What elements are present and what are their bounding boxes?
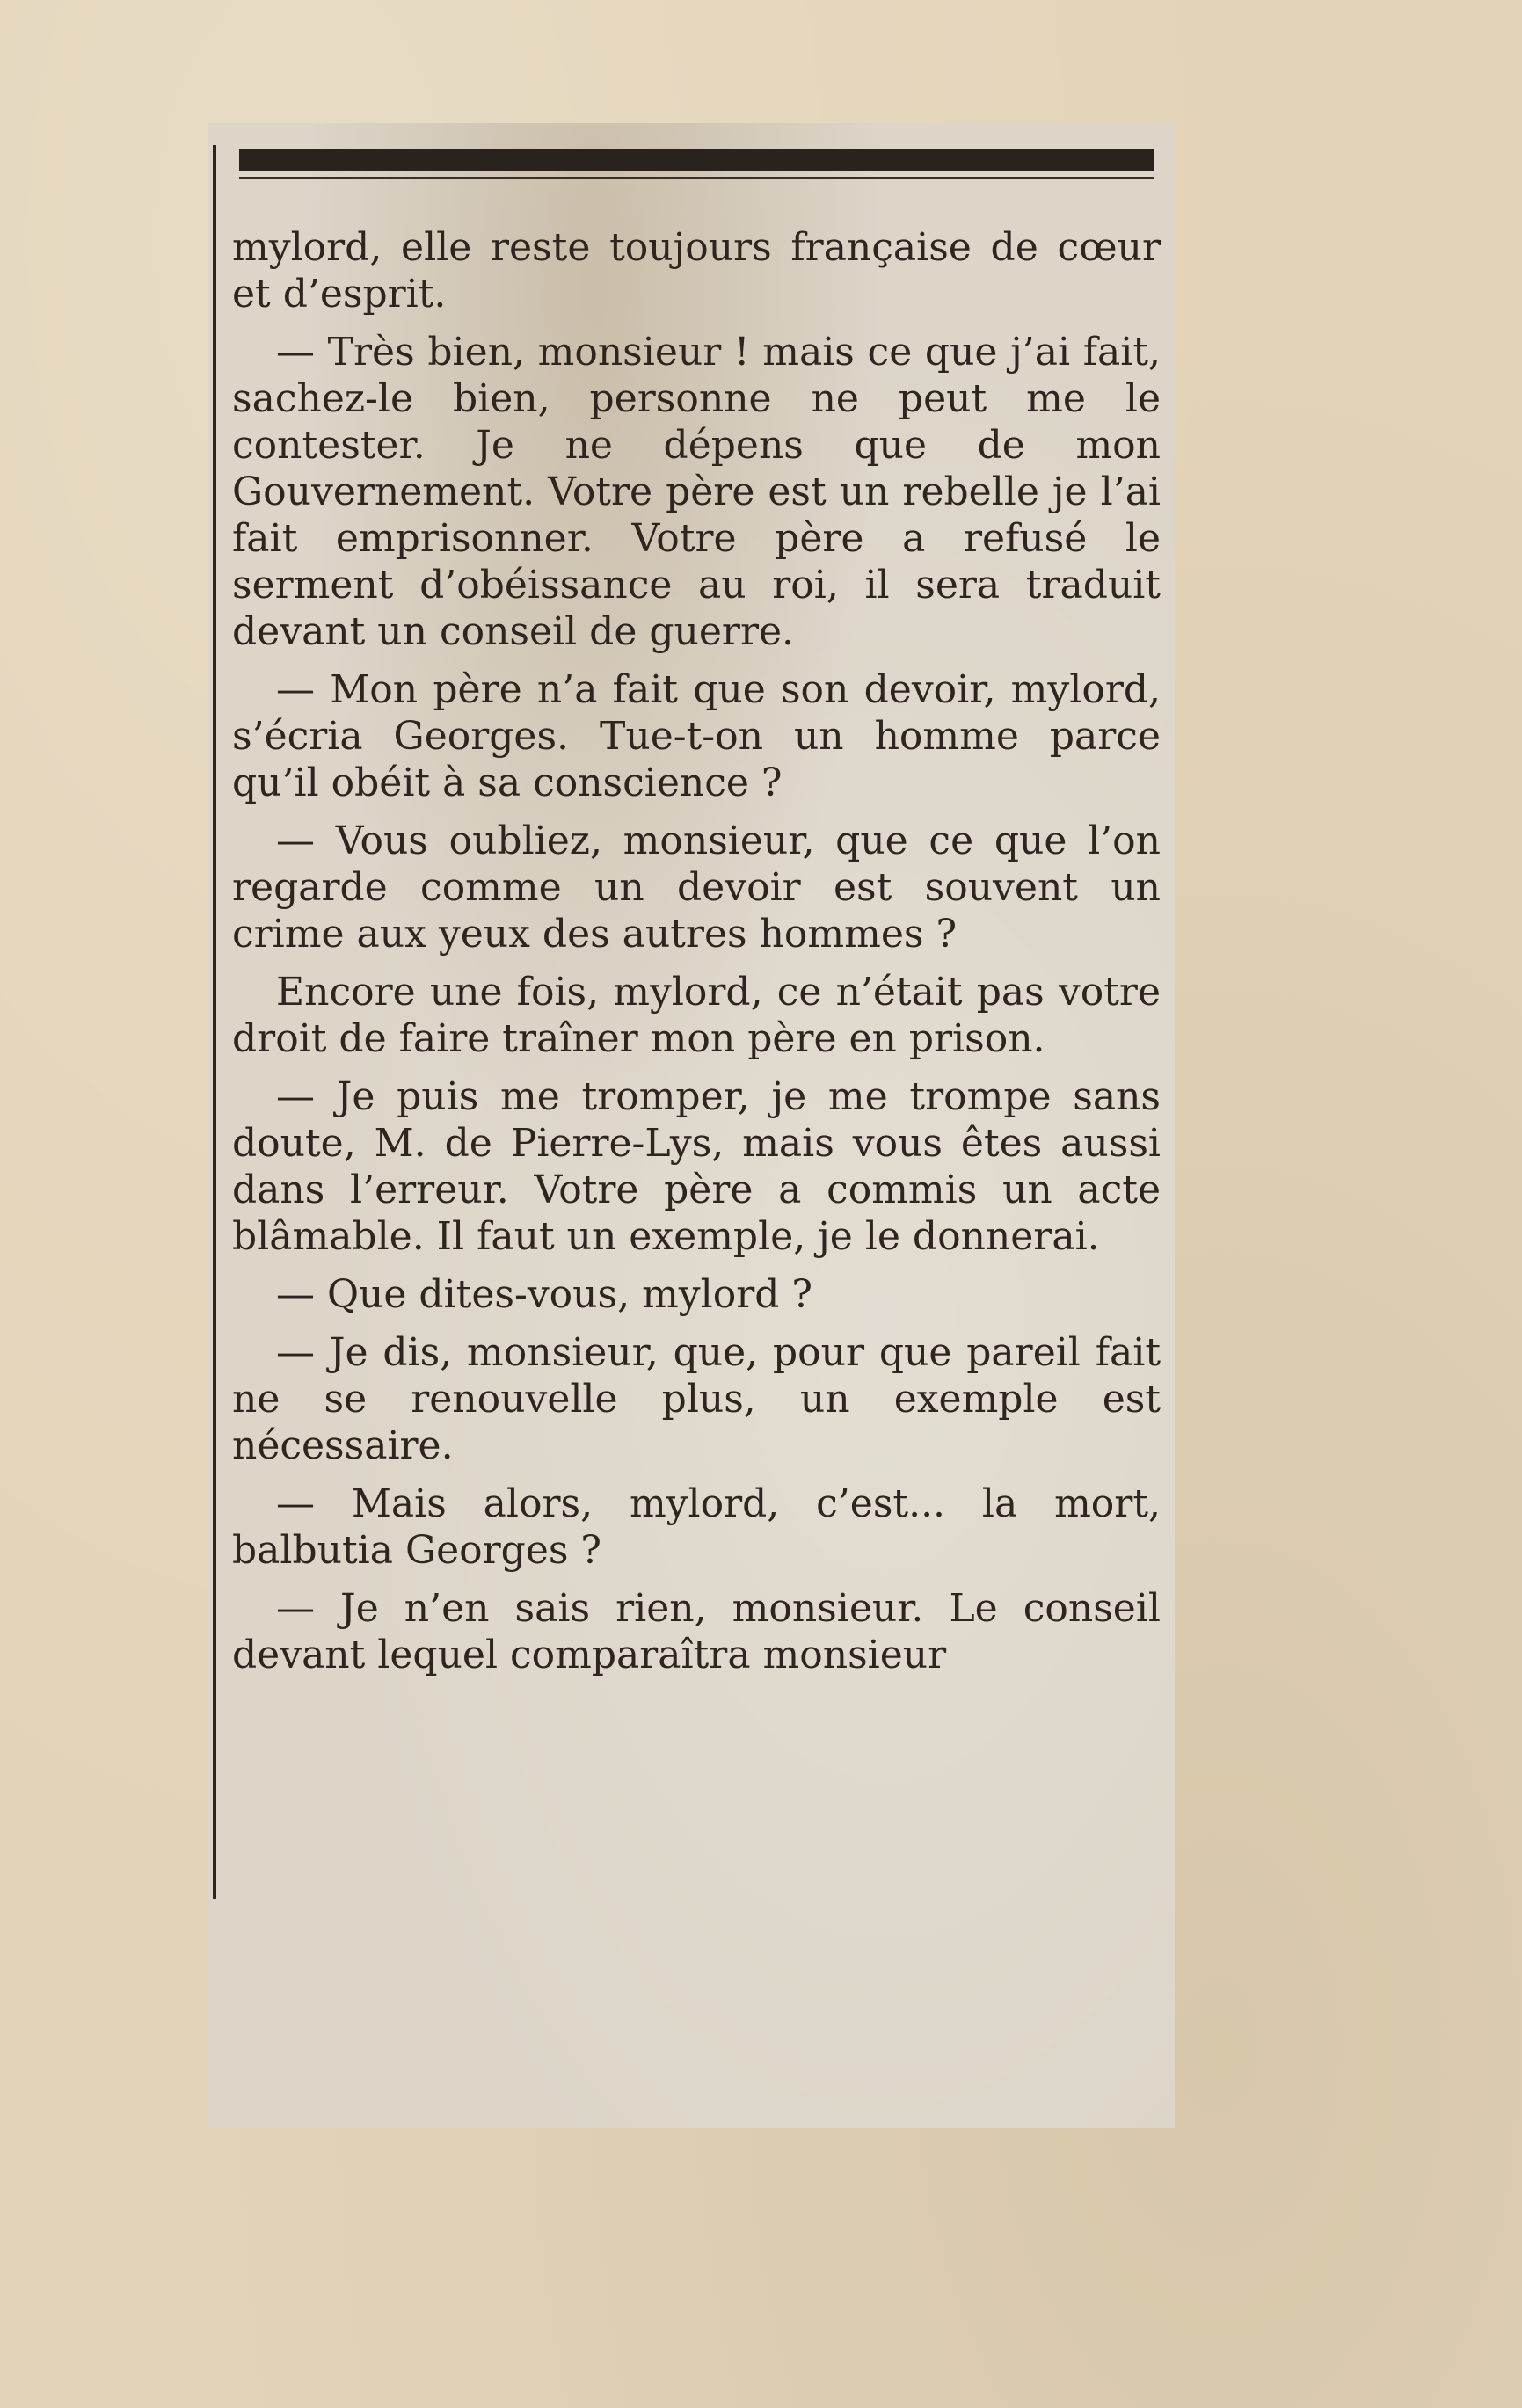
paragraph-5: Encore une fois, mylord, ce n’était pas votre droit de faire traîner mon père en prison. [232, 970, 1161, 1061]
paragraph-1: mylord, elle reste toujours française de cœur et d’esprit. [232, 225, 1161, 316]
paragraph-6: — Je puis me tromper, je me trompe sans doute, M. de Pierre-Lys, mais vous êtes aussi dans l’erreur. Votre père a commis un acte blâmable. Il faut un exemple, je le donnerai. [232, 1074, 1161, 1259]
paragraph-10: — Je n’en sais rien, monsieur. Le conseil devant lequel comparaîtra monsieur [232, 1586, 1161, 1677]
paragraph-8: — Je dis, monsieur, que, pour que pareil fait ne se renouvelle plus, un exemple est nécessaire. [232, 1330, 1161, 1468]
paragraph-2: — Très bien, monsieur ! mais ce que j’ai fait, sachez-le bien, personne ne peut me le contester. Je ne dépens que de mon Gouvernement. Votre père est un rebelle je l’ai fait emprisonner. Votre père a refusé le serment d’obéissance au roi, il sera traduit devant un conseil de guerre. [232, 330, 1161, 654]
column-rule-left [213, 145, 216, 1899]
paragraph-9: — Mais alors, mylord, c’est... la mort, balbutia Georges ? [232, 1481, 1161, 1573]
header-rule-thin [239, 177, 1154, 179]
paragraph-3: — Mon père n’a fait que son devoir, mylord, s’écria Georges. Tue-t-on un homme parce qu’il obéit à sa conscience ? [232, 667, 1161, 805]
paragraph-7: — Que dites-vous, mylord ? [276, 1272, 812, 1317]
header-rule-thick [239, 149, 1154, 171]
article-column [232, 224, 1161, 1690]
paragraph-4: — Vous oubliez, monsieur, que ce que l’on regarde comme un devoir est souvent un crime aux yeux des autres hommes ? [232, 818, 1161, 957]
